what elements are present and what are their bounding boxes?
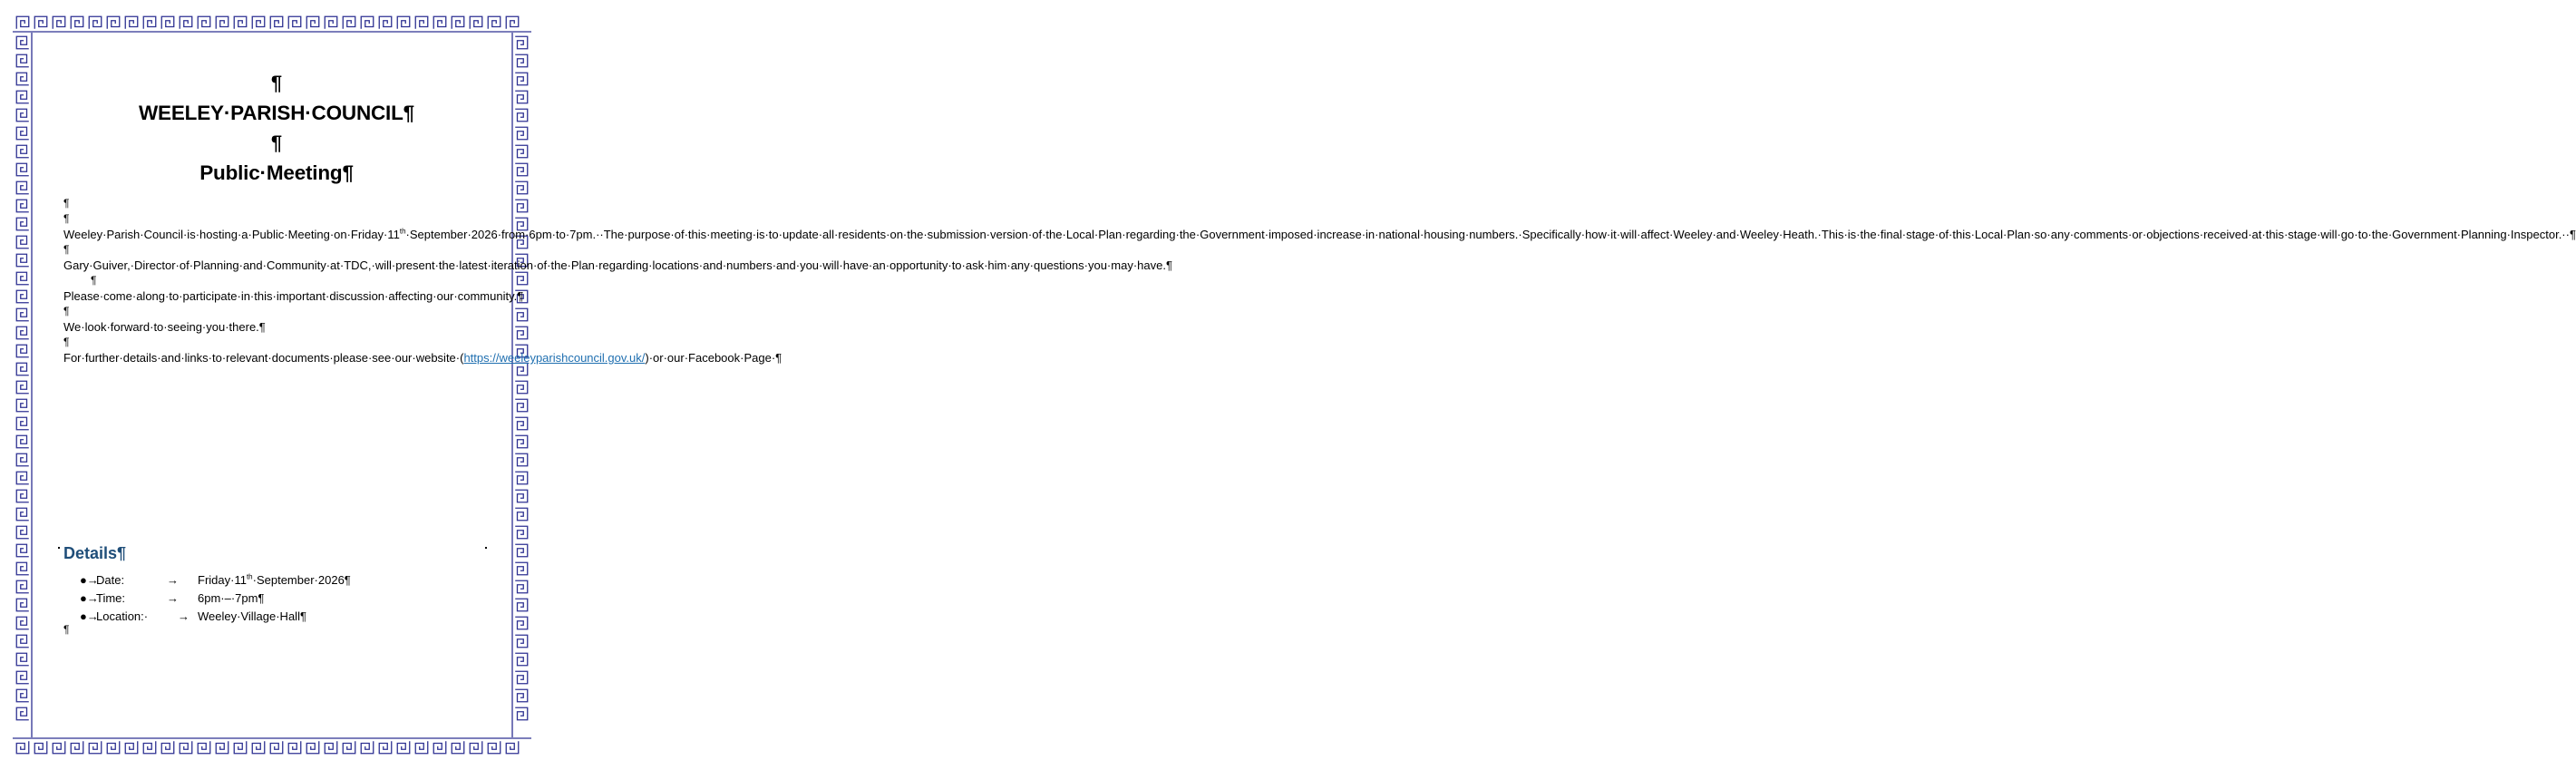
anchor-mark-left [58, 547, 60, 549]
border-key-shape [515, 544, 528, 557]
border-key-shape [515, 36, 528, 49]
empty-paragraph: ¶ [63, 623, 70, 636]
border-key-shape [16, 526, 29, 539]
empty-paragraph: ¶ [63, 243, 70, 256]
border-key-shape [325, 16, 337, 29]
border-key-shape [515, 635, 528, 648]
border-key-shape [198, 16, 210, 29]
border-key-shape [125, 16, 138, 29]
further-text-b: )·or·our·Facebook·Page·¶ [645, 351, 783, 365]
border-key-shape [34, 16, 47, 29]
border-key-shape [16, 689, 29, 702]
border-key-shape [16, 363, 29, 375]
border-key-shape [16, 399, 29, 412]
border-key-shape [107, 16, 120, 29]
detail-value: Weeley·Village·Hall¶ [198, 609, 306, 623]
border-key-shape [16, 653, 29, 666]
border-key-shape [180, 16, 192, 29]
decorative-border-right [511, 13, 531, 757]
border-key-shape [515, 381, 528, 394]
pilcrow: ¶ [270, 132, 283, 154]
border-key-shape [515, 91, 528, 103]
border-key-shape [270, 741, 283, 754]
detail-label: Location:· [96, 609, 149, 623]
border-key-shape [16, 73, 29, 85]
border-key-shape [515, 508, 528, 521]
border-key-shape [16, 200, 29, 212]
border-key-shape [16, 381, 29, 394]
border-key-shape [143, 741, 156, 754]
empty-paragraph: ¶ [63, 305, 70, 317]
presenter-paragraph: Gary·Guiver,·Director·of·Planning·and·Community·at·TDC,·will·present·the·latest·iteration·of·the·Plan·regarding·locations·and·numbers·and·you·will·have·an·opportunity·to·ask·him·any·questions·you·may·have.¶ [63, 258, 1172, 272]
border-key-shape [343, 741, 355, 754]
website-link[interactable]: https://weeleyparishcouncil.gov.uk/ [463, 351, 646, 365]
tab-arrow-icon: → [167, 591, 179, 605]
border-key-shape [415, 16, 428, 29]
border-key-shape [515, 472, 528, 484]
border-key-shape [270, 16, 283, 29]
anchor-mark-right [485, 547, 487, 549]
border-key-shape [515, 653, 528, 666]
tab-arrow-icon: → [178, 609, 190, 623]
border-key-shape [515, 163, 528, 176]
border-key-shape [16, 472, 29, 484]
border-key-shape [515, 308, 528, 321]
empty-paragraph: ¶ [63, 197, 70, 210]
border-key-shape [452, 741, 464, 754]
border-key-shape [16, 580, 29, 593]
border-key-shape [515, 417, 528, 430]
border-key-shape [306, 16, 319, 29]
border-key-shape [234, 16, 247, 29]
border-key-shape [397, 741, 410, 754]
further-text-a: For·further·details·and·links·to·relevant·documents·please·see·our·website·( [63, 351, 464, 365]
bullet-icon: ●→ [80, 591, 99, 605]
intro-text-b: ·September·2026·from·6pm·to·7pm.··The·purpose·of·this·meeting·is·to·update·all·residents·on·the·submission·version·of·the·Local·Plan·regarding·the·Government·imposed·increase·in·national·housing·numbers.·Specifically·how·it·will·affect·Weeley·and·Weeley·Heath.·This·is·the·final·stage·of·this·Local·Plan·so·any·comments·or·objections·received·at·this·stage·will·go·to·the·Government·Planning·Inspector.··¶ [405, 228, 2576, 241]
border-key-shape [16, 218, 29, 230]
border-key-shape [16, 127, 29, 140]
border-key-shape [515, 127, 528, 140]
border-key-shape [34, 741, 47, 754]
closing-paragraph: We·look·forward·to·seeing·you·there.¶ [63, 320, 266, 334]
border-key-shape [143, 16, 156, 29]
border-key-shape [515, 109, 528, 122]
border-key-shape [288, 16, 301, 29]
list-item [80, 608, 351, 626]
intro-paragraph [63, 227, 2576, 242]
intro-text-a: Weeley·Parish·Council·is·hosting·a·Public·Meeting·on·Friday·11 [63, 228, 400, 241]
border-key-shape [515, 617, 528, 629]
border-key-shape [125, 741, 138, 754]
decorative-border-left [13, 13, 33, 757]
border-key-shape [515, 562, 528, 575]
empty-paragraph: ¶ [63, 336, 70, 348]
details-list [80, 571, 351, 626]
border-key-shape [16, 508, 29, 521]
border-key-shape [515, 54, 528, 67]
border-key-shape [16, 54, 29, 67]
border-key-shape [16, 671, 29, 684]
border-key-shape [16, 327, 29, 339]
border-key-shape [515, 707, 528, 720]
border-key-shape [515, 689, 528, 702]
bullet-icon: ●→ [80, 609, 99, 623]
meeting-title: Public·Meeting¶ [199, 161, 354, 184]
border-key-shape [16, 345, 29, 357]
border-key-shape [515, 200, 528, 212]
border-key-shape [325, 741, 337, 754]
border-key-shape [470, 16, 482, 29]
border-key-shape [71, 16, 83, 29]
border-key-shape [161, 16, 174, 29]
border-key-shape [515, 327, 528, 339]
border-key-shape [470, 741, 482, 754]
border-key-shape [16, 490, 29, 502]
border-key-shape [433, 741, 446, 754]
border-key-shape [16, 635, 29, 648]
border-key-shape [16, 290, 29, 303]
border-key-shape [53, 741, 65, 754]
border-key-shape [16, 453, 29, 466]
border-key-shape [361, 16, 374, 29]
detail-value: 6pm·–·7pm¶ [198, 591, 265, 605]
border-key-shape [16, 163, 29, 176]
border-key-shape [53, 16, 65, 29]
border-key-shape [343, 16, 355, 29]
border-key-shape [433, 16, 446, 29]
border-key-shape [515, 73, 528, 85]
border-key-shape [16, 272, 29, 285]
tab-arrow-icon: → [167, 573, 179, 587]
border-key-shape [16, 562, 29, 575]
border-key-shape [252, 741, 265, 754]
border-key-shape [71, 741, 83, 754]
border-key-shape [16, 544, 29, 557]
border-key-shape [89, 741, 102, 754]
border-key-shape [16, 36, 29, 49]
border-key-shape [234, 741, 247, 754]
border-key-shape [488, 16, 501, 29]
border-key-shape [515, 671, 528, 684]
border-key-shape [16, 308, 29, 321]
detail-value: Friday·11th·September·2026¶ [198, 572, 351, 587]
border-key-shape [16, 181, 29, 194]
border-key-shape [379, 16, 392, 29]
border-key-shape [16, 254, 29, 267]
border-key-shape [16, 617, 29, 629]
document-page [63, 63, 2576, 366]
border-key-shape [16, 145, 29, 158]
border-key-shape [515, 580, 528, 593]
border-key-shape [180, 741, 192, 754]
border-key-shape [515, 272, 528, 285]
border-key-shape [16, 91, 29, 103]
border-key-shape [452, 16, 464, 29]
body-text [63, 196, 2576, 366]
border-key-shape [198, 741, 210, 754]
list-item [80, 571, 351, 590]
border-key-shape [515, 181, 528, 194]
list-item [80, 590, 351, 608]
border-key-shape [515, 453, 528, 466]
invite-paragraph: Please·come·along·to·participate·in·this·important·discussion·affecting·our·community.¶ [63, 289, 524, 303]
decorative-border-bottom [13, 737, 531, 757]
border-key-shape [515, 145, 528, 158]
border-key-shape [515, 490, 528, 502]
border-key-shape [379, 741, 392, 754]
border-key-shape [107, 741, 120, 754]
details-heading: Details¶ [63, 544, 127, 562]
border-key-shape [161, 741, 174, 754]
pilcrow: ¶ [270, 72, 283, 94]
border-key-shape [361, 741, 374, 754]
border-key-shape [488, 741, 501, 754]
border-key-shape [515, 399, 528, 412]
further-details-paragraph [63, 350, 783, 366]
border-key-shape [216, 16, 228, 29]
detail-label: Date: [96, 573, 125, 587]
title-block [63, 69, 490, 189]
decorative-border-top [13, 13, 531, 33]
border-key-shape [415, 741, 428, 754]
bullet-icon: ●→ [80, 573, 99, 587]
border-key-shape [515, 526, 528, 539]
empty-paragraph: ¶ [91, 274, 97, 287]
border-key-shape [306, 741, 319, 754]
border-key-shape [515, 599, 528, 611]
border-key-shape [16, 109, 29, 122]
intro-sup: th [399, 227, 406, 236]
border-key-shape [252, 16, 265, 29]
border-key-shape [16, 417, 29, 430]
border-key-shape [16, 236, 29, 249]
org-title: WEELEY·PARISH·COUNCIL¶ [139, 102, 414, 124]
detail-label: Time: [96, 591, 126, 605]
border-key-shape [16, 435, 29, 448]
border-key-shape [397, 16, 410, 29]
border-key-shape [89, 16, 102, 29]
border-key-shape [16, 599, 29, 611]
empty-paragraph: ¶ [63, 212, 70, 225]
border-key-shape [16, 707, 29, 720]
border-key-shape [216, 741, 228, 754]
border-key-shape [288, 741, 301, 754]
border-key-shape [515, 435, 528, 448]
border-key-shape [515, 363, 528, 375]
